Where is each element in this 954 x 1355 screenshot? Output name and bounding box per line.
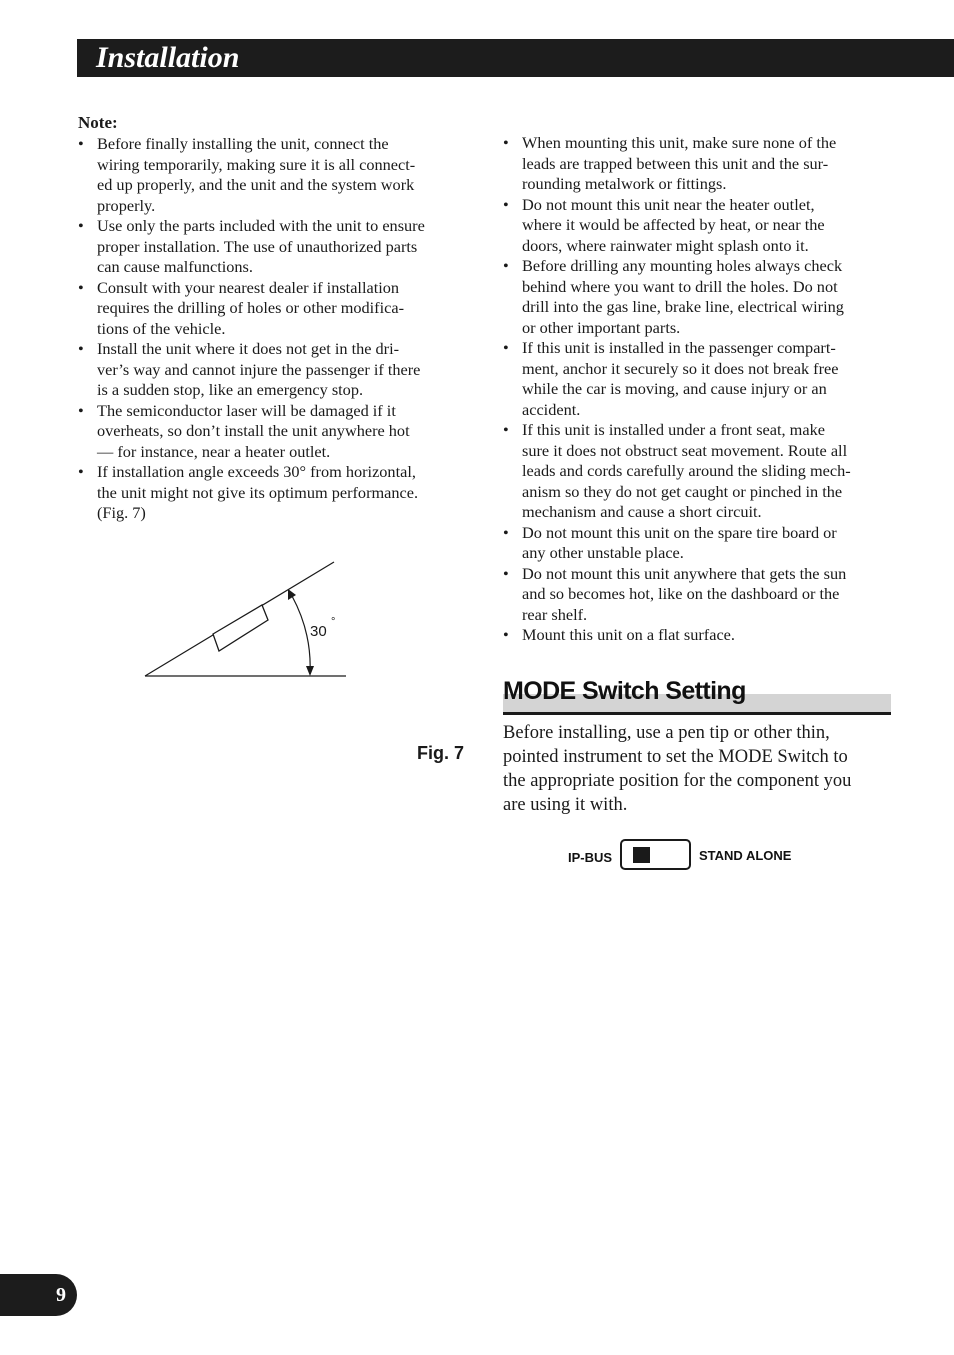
list-item — [503, 338, 895, 420]
section-heading — [503, 676, 891, 715]
list-item — [78, 339, 468, 401]
section-body-line: are using it with. — [503, 795, 628, 815]
list-item-line: ed up properly, and the unit and the system work — [97, 175, 415, 194]
list-item-line: anism so they do not get caught or pinched in the — [522, 481, 843, 501]
bullet-dot: • — [503, 256, 509, 275]
list-item-line: leads are trapped between this unit and the sur- — [522, 153, 829, 173]
list-item-line: If this unit is installed in the passenger compart- — [522, 338, 836, 357]
angle-label: 30 — [310, 623, 327, 640]
list-item-line: ver’s way and cannot injure the passenger if there — [97, 359, 421, 379]
list-item-line: Before finally installing the unit, connect the — [97, 134, 389, 153]
page-number-tab — [0, 1274, 77, 1316]
list-item-line: sure it does not obstruct seat movement. Route all — [522, 440, 848, 460]
arc-arrowhead-bottom — [306, 666, 314, 676]
list-item-line: mechanism and cause a short circuit. — [522, 502, 762, 521]
switch-label-stand-alone: STAND ALONE — [699, 848, 792, 863]
precautions-column — [503, 133, 895, 646]
list-item-line: where it would be affected by heat, or near the — [522, 215, 825, 234]
arc-arrowhead-top — [288, 589, 296, 600]
list-item-line: can cause malfunctions. — [97, 257, 253, 276]
list-item-line: Do not mount this unit anywhere that gets the sun — [522, 563, 847, 583]
list-item-line: is a sudden stop, like an emergency stop. — [97, 380, 364, 399]
list-item-line: If this unit is installed under a front seat, make — [522, 420, 825, 439]
list-item-line: Install the unit where it does not get in the dri- — [97, 339, 400, 358]
list-item-line: Do not mount this unit on the spare tire board or — [522, 522, 837, 542]
bullet-dot: • — [503, 522, 509, 542]
list-item — [503, 256, 895, 338]
list-item-line: any other unstable place. — [522, 543, 684, 562]
mode-switch[interactable] — [620, 839, 691, 870]
list-item-line: If installation angle exceeds 30° from horizontal, — [97, 462, 416, 481]
page-title: Installation — [96, 41, 240, 74]
list-item-line: rear shelf. — [522, 604, 588, 624]
list-item-line: or other important parts. — [522, 317, 681, 337]
list-item-line: tions of the vehicle. — [97, 318, 226, 338]
bullet-dot: • — [503, 563, 509, 583]
bullet-dot: • — [78, 339, 84, 358]
list-item-line: leads and cords carefully around the sliding mech- — [522, 461, 851, 480]
list-item-line: Mount this unit on a flat surface. — [522, 625, 735, 644]
page-number: 9 — [56, 1284, 66, 1306]
list-item-line: behind where you want to drill the holes. Do not — [522, 276, 838, 296]
list-item-line: wiring temporarily, making sure it is all connect- — [97, 154, 416, 174]
bullet-dot: • — [78, 216, 84, 235]
list-item — [503, 420, 895, 523]
section-body — [503, 721, 895, 817]
bullet-dot: • — [503, 625, 509, 644]
list-item — [503, 625, 895, 646]
bullet-dot: • — [78, 400, 84, 420]
bullet-dot: • — [503, 420, 509, 439]
list-item — [78, 278, 468, 340]
list-item — [78, 401, 468, 463]
list-item-line: requires the drilling of holes or other modifica- — [97, 298, 404, 317]
section-body-line: the appropriate position for the component you — [503, 771, 852, 791]
list-item — [503, 133, 895, 195]
list-item-line: accident. — [522, 399, 581, 419]
bullet-dot: • — [78, 462, 84, 481]
list-item-line: properly. — [97, 195, 156, 215]
header-bar — [77, 39, 954, 77]
unit-box — [213, 605, 268, 651]
figure-caption: Fig. 7 — [417, 743, 465, 763]
list-item-line: and so becomes hot, like on the dashboard or the — [522, 584, 840, 603]
list-item-line: doors, where rainwater might splash onto it. — [522, 235, 809, 255]
list-item-line: proper installation. The use of unauthorized parts — [97, 236, 418, 256]
list-item — [78, 216, 468, 278]
list-item-line: overheats, so don’t install the unit anywhere hot — [97, 421, 410, 440]
list-item-line: the unit might not give its optimum performance. — [97, 482, 419, 502]
list-item — [503, 564, 895, 626]
list-item-line: ment, anchor it securely so it does not break free — [522, 358, 839, 378]
note-column — [78, 112, 468, 524]
list-item-line: rounding metalwork or fittings. — [522, 174, 727, 193]
switch-label-ip-bus: IP-BUS — [568, 850, 613, 865]
list-item-line: while the car is moving, and cause injury or an — [522, 379, 827, 398]
list-item — [78, 134, 468, 216]
list-item-line: Use only the parts included with the unit to ensure — [97, 216, 425, 235]
bullet-dot: • — [78, 134, 84, 153]
list-item — [503, 195, 895, 257]
list-item-line: drill into the gas line, brake line, electrical wiring — [522, 297, 844, 316]
list-item-line: — for instance, near a heater outlet. — [97, 441, 331, 461]
bullet-dot: • — [78, 277, 84, 297]
note-heading: Note: — [78, 113, 118, 132]
bullet-dot: • — [503, 194, 509, 214]
section-body-line: Before installing, use a pen tip or other thin, — [503, 723, 830, 743]
list-item — [503, 523, 895, 564]
mode-switch-knob[interactable] — [633, 847, 650, 863]
section-title: MODE Switch Setting — [503, 677, 746, 705]
bullet-dot: • — [503, 133, 509, 152]
list-item-line: When mounting this unit, make sure none of the — [522, 133, 837, 152]
list-item-line: The semiconductor laser will be damaged if it — [97, 400, 396, 420]
precautions-list — [503, 133, 895, 646]
bullet-dot: • — [503, 338, 509, 357]
list-item-line: (Fig. 7) — [97, 503, 146, 522]
degree-mark: ° — [331, 616, 336, 628]
angle-arc — [292, 596, 310, 674]
list-item — [78, 462, 468, 524]
note-list — [78, 134, 468, 524]
list-item-line: Before drilling any mounting holes always check — [522, 256, 843, 275]
list-item-line: Consult with your nearest dealer if installation — [97, 277, 400, 297]
list-item-line: Do not mount this unit near the heater outlet, — [522, 194, 815, 214]
installation-angle-figure — [140, 558, 355, 683]
section-body-line: pointed instrument to set the MODE Switch to — [503, 747, 848, 767]
